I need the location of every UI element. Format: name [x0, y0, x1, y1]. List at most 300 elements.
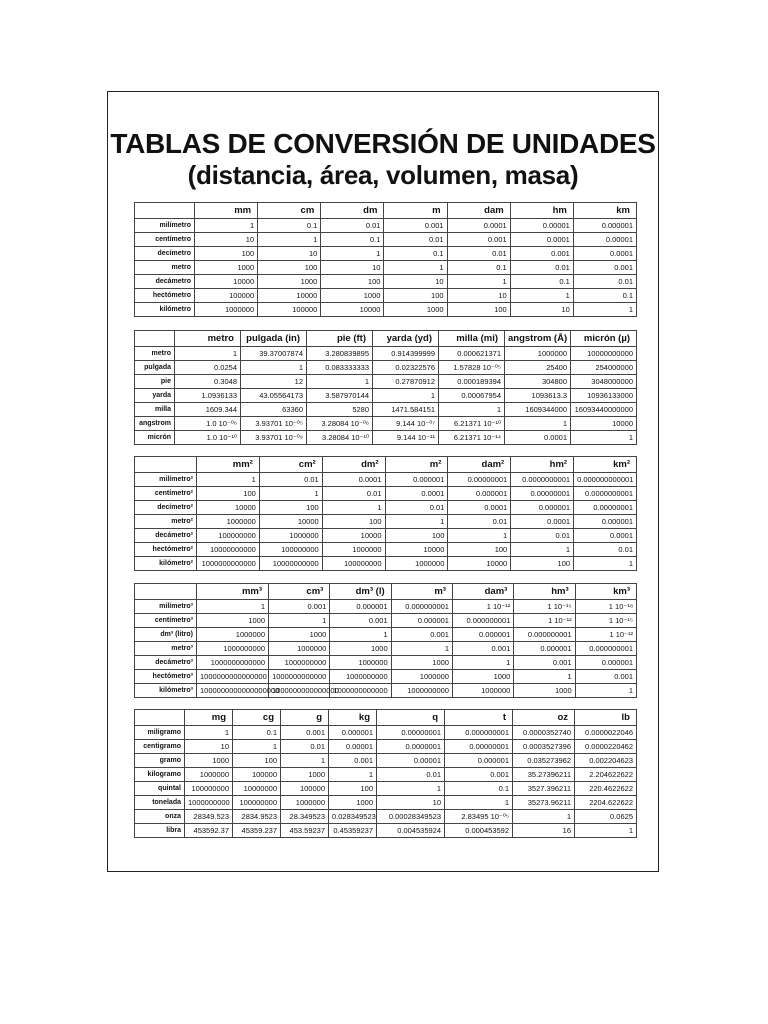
- table-cell: 0.01: [281, 740, 329, 754]
- table-cell: 1: [321, 247, 384, 261]
- table-row: [135, 726, 637, 740]
- table-row: [135, 557, 637, 571]
- table-cell: 1: [447, 275, 510, 289]
- table-cell: 35273.96211: [513, 796, 575, 810]
- row-label: hectómetro³: [135, 670, 197, 684]
- table-cell: 1000000: [385, 557, 448, 571]
- conversion-sheet: [107, 91, 659, 872]
- table-cell: 1471.584151: [373, 403, 439, 417]
- table-cell: 43.05564173: [241, 389, 307, 403]
- table-cell: 1000000: [269, 642, 330, 656]
- table-row: [135, 289, 637, 303]
- table-cell: 10000: [321, 303, 384, 317]
- column-header: hm²: [511, 457, 574, 473]
- row-label: metro³: [135, 642, 197, 656]
- table-row: [135, 501, 637, 515]
- column-header: dm: [321, 203, 384, 219]
- column-header: oz: [513, 710, 575, 726]
- table-cell: 0.000001: [448, 487, 511, 501]
- table-row: [135, 431, 637, 445]
- table-cell: 0.0000022046: [575, 726, 637, 740]
- column-header: m: [384, 203, 447, 219]
- table-row: [135, 303, 637, 317]
- row-label: kilómetro³: [135, 684, 197, 698]
- table-cell: 1000000: [197, 628, 269, 642]
- table-cell: 0.01: [573, 275, 636, 289]
- table-cell: 1: [575, 684, 636, 698]
- table-cell: 0.000001: [445, 754, 513, 768]
- table-area: [134, 456, 637, 571]
- table-cell: 1000000000: [185, 796, 233, 810]
- table-cell: 0.27870912: [373, 375, 439, 389]
- table-cell: 1: [197, 473, 260, 487]
- table-cell: 1093613.3: [505, 389, 571, 403]
- table-cell: 100: [321, 275, 384, 289]
- table-cell: 1000000: [322, 543, 385, 557]
- table-cell: 304800: [505, 375, 571, 389]
- table-cell: 1 10⁻¹⁵: [514, 600, 575, 614]
- table-cell: 100000: [281, 782, 329, 796]
- table-row: [135, 375, 637, 389]
- table-row: [135, 656, 637, 670]
- table-cell: 3.93701 10⁻⁰⁵: [241, 417, 307, 431]
- table-row: [135, 614, 637, 628]
- table-cell: 1000000: [197, 515, 260, 529]
- row-label: centigramo: [135, 740, 185, 754]
- table-cell: 1: [241, 361, 307, 375]
- column-header: metro: [175, 331, 241, 347]
- table-cell: 453592.37: [185, 824, 233, 838]
- table-cell: 0.001: [281, 726, 329, 740]
- table-cell: 1: [329, 768, 377, 782]
- table-cell: 3.28084 10⁻⁰⁶: [307, 417, 373, 431]
- table-cell: 1: [185, 726, 233, 740]
- table-cell: 0.0003527396: [513, 740, 575, 754]
- table-row: [135, 600, 637, 614]
- table-cell: 100: [322, 515, 385, 529]
- table-cell: 9.144 10⁻⁰⁷: [373, 417, 439, 431]
- table-cell: 0.0001: [448, 501, 511, 515]
- row-label: hectómetro: [135, 289, 195, 303]
- table-cell: 1000: [384, 303, 447, 317]
- table-cell: 1: [514, 670, 575, 684]
- table-cell: 2.204622622: [575, 768, 637, 782]
- column-header: micrón (µ): [571, 331, 637, 347]
- table-cell: 1 10⁻¹⁸: [575, 600, 636, 614]
- table-cell: 3.93701 10⁻⁰⁹: [241, 431, 307, 445]
- table-cell: 0.01: [385, 501, 448, 515]
- row-label: metro: [135, 347, 175, 361]
- table-cell: 1: [505, 417, 571, 431]
- row-label: angstrom: [135, 417, 175, 431]
- table-cell: 1000000000000: [197, 557, 260, 571]
- table-cell: 10000000000: [571, 347, 637, 361]
- column-header: mm: [195, 203, 258, 219]
- table-cell: 100: [259, 501, 322, 515]
- table-cell: 100000000: [233, 796, 281, 810]
- table-cell: 0.028349523: [329, 810, 377, 824]
- table-cell: 0.000453592: [445, 824, 513, 838]
- table-cell: 1: [233, 740, 281, 754]
- table-cell: 0.1: [573, 289, 636, 303]
- table-distance-imperial: [134, 330, 637, 445]
- table-cell: 1000000: [391, 670, 452, 684]
- table-cell: 0.000000000001: [574, 473, 637, 487]
- table-cell: 0.02322576: [373, 361, 439, 375]
- table-cell: 220.4622622: [575, 782, 637, 796]
- table-cell: 1000000000000: [269, 670, 330, 684]
- table-cell: 1000: [269, 628, 330, 642]
- table-cell: 1000000: [185, 768, 233, 782]
- table-cell: 0.001: [445, 768, 513, 782]
- table-header-row: [135, 584, 637, 600]
- table-cell: 10000: [571, 417, 637, 431]
- table-cell: 6.21371 10⁻¹⁰: [439, 417, 505, 431]
- table-cell: 1000: [258, 275, 321, 289]
- table-cell: 10000: [448, 557, 511, 571]
- column-header: cm: [258, 203, 321, 219]
- table-cell: 10: [384, 275, 447, 289]
- table-cell: 0.1: [321, 233, 384, 247]
- table-cell: 1000000000: [269, 656, 330, 670]
- table-cell: 0.0001: [385, 487, 448, 501]
- table-cell: 0.001: [575, 670, 636, 684]
- column-header: km: [573, 203, 636, 219]
- column-header: dm²: [322, 457, 385, 473]
- table-cell: 10: [195, 233, 258, 247]
- table-cell: 0.0000000001: [511, 473, 574, 487]
- table-cell: 0.000000001: [391, 600, 452, 614]
- table-cell: 1: [391, 642, 452, 656]
- table-cell: 0.00001: [510, 219, 573, 233]
- table-cell: 0.0625: [575, 810, 637, 824]
- table-cell: 0.00000001: [445, 740, 513, 754]
- table-cell: 0.01: [448, 515, 511, 529]
- table-cell: 0.0000000001: [574, 487, 637, 501]
- table-row: [135, 219, 637, 233]
- table-cell: 1: [258, 233, 321, 247]
- table-cell: 0.0001: [574, 529, 637, 543]
- table-row: [135, 473, 637, 487]
- column-header: g: [281, 710, 329, 726]
- table-cell: 10: [447, 289, 510, 303]
- table-cell: 63360: [241, 403, 307, 417]
- table-cell: 1: [259, 487, 322, 501]
- table-cell: 0.000001: [511, 501, 574, 515]
- table-cell: 0.001: [510, 247, 573, 261]
- table-row: [135, 642, 637, 656]
- table-header-row: [135, 203, 637, 219]
- table-cell: 100: [384, 289, 447, 303]
- table-cell: 0.01: [377, 768, 445, 782]
- table-cell: 10000: [259, 515, 322, 529]
- table-cell: 100000000: [259, 543, 322, 557]
- table-cell: 10: [377, 796, 445, 810]
- table-cell: 1000000000000000000: [197, 684, 269, 698]
- table-cell: 0.000001: [391, 614, 452, 628]
- table-cell: 0.000621371: [439, 347, 505, 361]
- row-label: quintal: [135, 782, 185, 796]
- column-header: pulgada (in): [241, 331, 307, 347]
- table-row: [135, 275, 637, 289]
- table-cell: 1000: [281, 768, 329, 782]
- table-header-row: [135, 331, 637, 347]
- table-cell: 1: [175, 347, 241, 361]
- table-cell: 10: [321, 261, 384, 275]
- table-cell: 1609.344: [175, 403, 241, 417]
- table-row: [135, 347, 637, 361]
- table-cell: 1 10⁻¹²: [575, 628, 636, 642]
- column-header: dam²: [448, 457, 511, 473]
- table-cell: 25400: [505, 361, 571, 375]
- table-row: [135, 417, 637, 431]
- row-label: onza: [135, 810, 185, 824]
- column-header: dam: [447, 203, 510, 219]
- table-cell: 0.0001: [573, 247, 636, 261]
- row-label: libra: [135, 824, 185, 838]
- table-cell: 5280: [307, 403, 373, 417]
- table-cell: 0.01: [447, 247, 510, 261]
- table-cell: 1: [385, 515, 448, 529]
- table-cell: 100: [258, 261, 321, 275]
- column-header: mm²: [197, 457, 260, 473]
- table-cell: 1: [513, 810, 575, 824]
- row-label: gramo: [135, 754, 185, 768]
- row-label: milímetro: [135, 219, 195, 233]
- row-label: kilogramo: [135, 768, 185, 782]
- table-cell: 1000: [195, 261, 258, 275]
- table-cell: 0.1: [258, 219, 321, 233]
- table-volume: [134, 583, 637, 698]
- table-cell: 1: [575, 824, 637, 838]
- row-label: metro²: [135, 515, 197, 529]
- table-cell: 0.001: [269, 600, 330, 614]
- table-cell: 1: [330, 628, 391, 642]
- column-header: cg: [233, 710, 281, 726]
- table-row: [135, 796, 637, 810]
- row-label: tonelada: [135, 796, 185, 810]
- table-cell: 0.000001: [575, 656, 636, 670]
- row-label: milímetro²: [135, 473, 197, 487]
- table-cell: 0.000001: [574, 515, 637, 529]
- table-cell: 100000000: [197, 529, 260, 543]
- table-cell: 1.0 10⁻¹⁰: [175, 431, 241, 445]
- table-cell: 1000: [514, 684, 575, 698]
- column-header: cm²: [259, 457, 322, 473]
- table-cell: 0.1: [447, 261, 510, 275]
- table-cell: 0.01: [384, 233, 447, 247]
- row-label: centímetro³: [135, 614, 197, 628]
- table-cell: 0.001: [452, 642, 513, 656]
- table-cell: 3.280839895: [307, 347, 373, 361]
- table-cell: 1.0 10⁻⁰⁶: [175, 417, 241, 431]
- table-cell: 10000: [258, 289, 321, 303]
- table-corner: [135, 203, 195, 219]
- table-cell: 0.000189394: [439, 375, 505, 389]
- table-cell: 100000000: [322, 557, 385, 571]
- table-cell: 0.000000001: [452, 614, 513, 628]
- table-cell: 1000000: [452, 684, 513, 698]
- table-cell: 0.000000001: [575, 642, 636, 656]
- table-cell: 2204.622622: [575, 796, 637, 810]
- table-cell: 0.1: [384, 247, 447, 261]
- table-cell: 1000: [329, 796, 377, 810]
- table-cell: 0.00000001: [574, 501, 637, 515]
- table-row: [135, 529, 637, 543]
- row-label: centímetro: [135, 233, 195, 247]
- row-label: milímetro³: [135, 600, 197, 614]
- row-label: pie: [135, 375, 175, 389]
- row-label: kilómetro: [135, 303, 195, 317]
- row-label: yarda: [135, 389, 175, 403]
- column-header: kg: [329, 710, 377, 726]
- row-label: decámetro²: [135, 529, 197, 543]
- table-cell: 12: [241, 375, 307, 389]
- table-row: [135, 670, 637, 684]
- table-row: [135, 247, 637, 261]
- table-cell: 45359.237: [233, 824, 281, 838]
- table-cell: 10000: [197, 501, 260, 515]
- table-cell: 2834.9523: [233, 810, 281, 824]
- table-mass: [134, 709, 637, 838]
- table-cell: 1: [574, 557, 637, 571]
- table-cell: 1000000: [259, 529, 322, 543]
- table-row: [135, 543, 637, 557]
- table-row: [135, 487, 637, 501]
- column-header: dam³: [452, 584, 513, 600]
- table-cell: 1: [281, 754, 329, 768]
- table-cell: 100: [385, 529, 448, 543]
- table-corner: [135, 710, 185, 726]
- table-cell: 1: [197, 600, 269, 614]
- table-cell: 0.1: [510, 275, 573, 289]
- table-cell: 10000: [322, 529, 385, 543]
- table-cell: 1.0936133: [175, 389, 241, 403]
- table-header-row: [135, 710, 637, 726]
- table-cell: 10000: [195, 275, 258, 289]
- table-cell: 0.000001: [514, 642, 575, 656]
- table-cell: 0.00001: [573, 233, 636, 247]
- column-header: km³: [575, 584, 636, 600]
- table-cell: 1.57828 10⁻⁰⁵: [439, 361, 505, 375]
- table-cell: 0.001: [573, 261, 636, 275]
- column-header: m³: [391, 584, 452, 600]
- table-cell: 6.21371 10⁻¹⁴: [439, 431, 505, 445]
- table-cell: 0.000000001: [445, 726, 513, 740]
- column-header: milla (mi): [439, 331, 505, 347]
- table-cell: 1: [377, 782, 445, 796]
- table-row: [135, 782, 637, 796]
- table-cell: 1000: [452, 670, 513, 684]
- table-cell: 0.01: [259, 473, 322, 487]
- table-cell: 16: [513, 824, 575, 838]
- table-row: [135, 684, 637, 698]
- row-label: decámetro: [135, 275, 195, 289]
- table-row: [135, 754, 637, 768]
- table-cell: 1000000: [505, 347, 571, 361]
- column-header: t: [445, 710, 513, 726]
- table-cell: 3527.396211: [513, 782, 575, 796]
- table-cell: 1000: [391, 656, 452, 670]
- table-corner: [135, 584, 197, 600]
- table-cell: 1: [307, 375, 373, 389]
- row-label: centímetro²: [135, 487, 197, 501]
- row-label: decímetro²: [135, 501, 197, 515]
- row-label: hectómetro²: [135, 543, 197, 557]
- table-cell: 1000: [197, 614, 269, 628]
- table-cell: 0.00067954: [439, 389, 505, 403]
- table-row: [135, 515, 637, 529]
- table-cell: 16093440000000: [571, 403, 637, 417]
- table-cell: 0.000001: [385, 473, 448, 487]
- table-cell: 1609344000: [505, 403, 571, 417]
- table-cell: 1000000000000: [197, 656, 269, 670]
- table-cell: 1: [573, 303, 636, 317]
- row-label: metro: [135, 261, 195, 275]
- column-header: m²: [385, 457, 448, 473]
- table-cell: 0.0001: [505, 431, 571, 445]
- table-cell: 1000000000: [330, 670, 391, 684]
- row-label: milla: [135, 403, 175, 417]
- table-cell: 0.000001: [573, 219, 636, 233]
- table-row: [135, 824, 637, 838]
- table-cell: 0.000000001: [514, 628, 575, 642]
- table-row: [135, 261, 637, 275]
- table-cell: 9.144 10⁻¹¹: [373, 431, 439, 445]
- table-cell: 100000: [258, 303, 321, 317]
- table-cell: 453.59237: [281, 824, 329, 838]
- table-cell: 3048000000: [571, 375, 637, 389]
- table-corner: [135, 331, 175, 347]
- table-cell: 1000000: [281, 796, 329, 810]
- table-cell: 0.001: [329, 754, 377, 768]
- table-cell: 0.0001: [322, 473, 385, 487]
- table-corner: [135, 457, 197, 473]
- table-cell: 3.587970144: [307, 389, 373, 403]
- table-cell: 100: [233, 754, 281, 768]
- table-cell: 10000000: [233, 782, 281, 796]
- table-cell: 100: [195, 247, 258, 261]
- table-cell: 100: [511, 557, 574, 571]
- table-cell: 39.37007874: [241, 347, 307, 361]
- table-cell: 1 10⁻¹⁵: [575, 614, 636, 628]
- column-header: lb: [575, 710, 637, 726]
- table-cell: 10000: [385, 543, 448, 557]
- table-cell: 1000000: [195, 303, 258, 317]
- table-cell: 28.349523: [281, 810, 329, 824]
- table-cell: 1000000000000000: [269, 684, 330, 698]
- column-header: cm³: [269, 584, 330, 600]
- column-header: hm³: [514, 584, 575, 600]
- table-cell: 0.1: [445, 782, 513, 796]
- table-cell: 100000: [195, 289, 258, 303]
- table-cell: 0.914399999: [373, 347, 439, 361]
- table-cell: 0.004535924: [377, 824, 445, 838]
- column-header: dm³ (l): [330, 584, 391, 600]
- table-row: [135, 810, 637, 824]
- table-cell: 0.00000001: [377, 726, 445, 740]
- table-row: [135, 740, 637, 754]
- table-cell: 1: [269, 614, 330, 628]
- table-cell: 1: [510, 289, 573, 303]
- table-cell: 1000000000000: [330, 684, 391, 698]
- table-cell: 1: [452, 656, 513, 670]
- column-header: yarda (yd): [373, 331, 439, 347]
- table-cell: 0.01: [510, 261, 573, 275]
- column-header: mm³: [197, 584, 269, 600]
- row-label: dm³ (litro): [135, 628, 197, 642]
- table-row: [135, 628, 637, 642]
